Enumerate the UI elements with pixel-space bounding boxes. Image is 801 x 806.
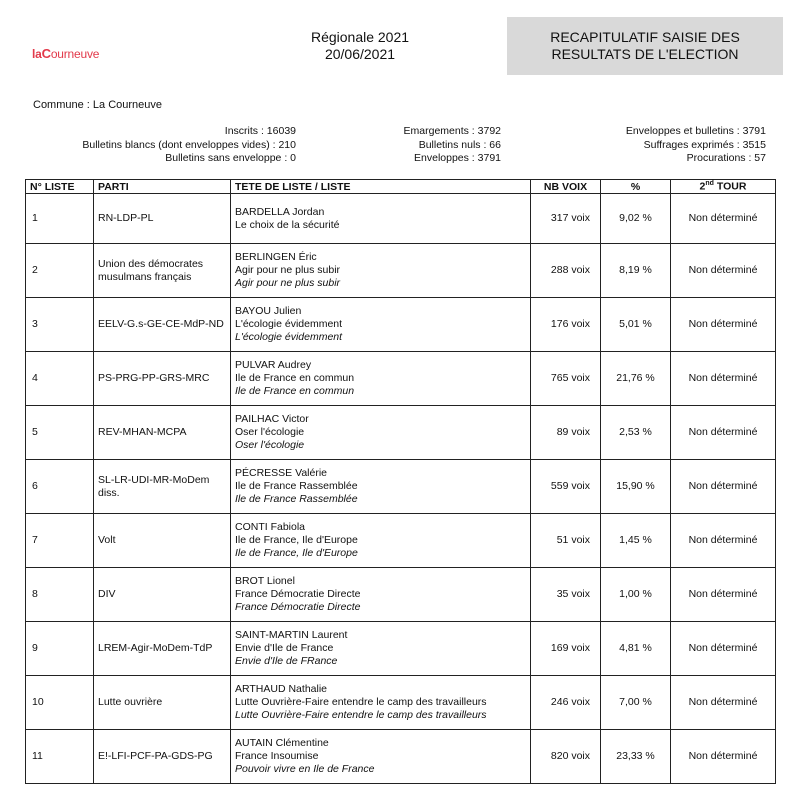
cell-tour: Non déterminé: [671, 460, 776, 514]
cell-num: 11: [26, 730, 94, 784]
cell-tete: [231, 244, 531, 298]
liste-name-italic: Pouvoir vivre en Ile de France: [235, 763, 375, 775]
cell-parti: SL-LR-UDI-MR-MoDem diss.: [94, 460, 231, 514]
cell-tete: [231, 514, 531, 568]
liste-name: Oser l'écologie: [235, 426, 305, 438]
cell-voix: 51 voix: [531, 514, 601, 568]
cell-tete: [231, 622, 531, 676]
cell-num: 3: [26, 298, 94, 352]
liste-name: France Démocratie Directe: [235, 588, 361, 600]
cell-parti: Union des démocrates musulmans français: [94, 244, 231, 298]
cell-tete: [231, 194, 531, 244]
cell-tour: Non déterminé: [671, 730, 776, 784]
cell-voix: 35 voix: [531, 568, 601, 622]
cell-parti: EELV-G.s-GE-CE-MdP-ND: [94, 298, 231, 352]
cell-voix: 169 voix: [531, 622, 601, 676]
tete-de-liste: BROT Lionel: [235, 575, 295, 587]
cell-pct: 8,19 %: [601, 244, 671, 298]
cell-num: 8: [26, 568, 94, 622]
cell-parti: LREM-Agir-MoDem-TdP: [94, 622, 231, 676]
stat-procurations: Procurations : 57: [686, 152, 766, 164]
recap-line-1: RECAPITULATIF SAISIE DES: [550, 29, 740, 45]
cell-voix: 288 voix: [531, 244, 601, 298]
liste-name-italic: L'écologie évidemment: [235, 331, 343, 343]
table-row: [26, 194, 776, 244]
stats-right: [626, 125, 766, 166]
stat-enveloppes-bulletins: Enveloppes et bulletins : 3791: [625, 125, 766, 137]
cell-tour: Non déterminé: [671, 568, 776, 622]
recap-line-2: RESULTATS DE L'ELECTION: [551, 46, 739, 62]
cell-num: 10: [26, 676, 94, 730]
liste-name: Le choix de la sécurité: [235, 218, 340, 231]
cell-tete: [231, 298, 531, 352]
cell-pct: 21,76 %: [601, 352, 671, 406]
cell-tour: Non déterminé: [671, 298, 776, 352]
header-voix: NB VOIX: [531, 180, 601, 194]
liste-name-italic: Oser l'écologie: [235, 439, 305, 451]
commune-label: Commune : La Courneuve: [33, 99, 163, 111]
tete-de-liste: PAILHAC Victor: [235, 413, 309, 425]
table-row: [26, 298, 776, 352]
stat-inscrits: Inscrits : 16039: [224, 125, 296, 137]
cell-parti: DIV: [94, 568, 231, 622]
cell-voix: 765 voix: [531, 352, 601, 406]
liste-name: L'écologie évidemment: [235, 318, 343, 330]
cell-parti: Volt: [94, 514, 231, 568]
liste-name-italic: Ile de France en commun: [235, 385, 355, 397]
tete-de-liste: CONTI Fabiola: [235, 521, 306, 533]
tete-de-liste: BAYOU Julien: [235, 305, 302, 317]
cell-num: 7: [26, 514, 94, 568]
liste-name: Agir pour ne plus subir: [235, 264, 341, 276]
cell-voix: 246 voix: [531, 676, 601, 730]
stats-mid: [404, 125, 501, 166]
tete-de-liste: ARTHAUD Nathalie: [235, 683, 328, 695]
election-name: Régionale 2021: [310, 29, 410, 45]
tete-de-liste: BARDELLA Jordan: [235, 205, 325, 218]
table-row: [26, 352, 776, 406]
liste-name: Ile de France, Ile d'Europe: [235, 534, 358, 546]
table-row: [26, 406, 776, 460]
table-row: [26, 460, 776, 514]
tete-de-liste: PÉCRESSE Valérie: [235, 467, 328, 479]
tete-de-liste: SAINT-MARTIN Laurent: [235, 629, 348, 641]
stat-sans-enveloppe: Bulletins sans enveloppe : 0: [165, 152, 296, 164]
liste-name-italic: France Démocratie Directe: [235, 601, 361, 613]
header-tete: TETE DE LISTE / LISTE: [231, 180, 531, 194]
cell-tete: [231, 460, 531, 514]
cell-tour: Non déterminé: [671, 676, 776, 730]
cell-pct: 5,01 %: [601, 298, 671, 352]
stat-enveloppes: Enveloppes : 3791: [414, 152, 501, 164]
cell-parti: Lutte ouvrière: [94, 676, 231, 730]
tete-de-liste: AUTAIN Clémentine: [235, 737, 329, 749]
cell-voix: 559 voix: [531, 460, 601, 514]
election-date: 20/06/2021: [324, 46, 396, 62]
stats-left: [82, 125, 296, 166]
cell-num: 5: [26, 406, 94, 460]
tete-de-liste: BERLINGEN Éric: [235, 251, 317, 263]
cell-pct: 1,00 %: [601, 568, 671, 622]
table-row: [26, 568, 776, 622]
liste-name-italic: Ile de France, Ile d'Europe: [235, 547, 358, 559]
table-row: [26, 730, 776, 784]
cell-num: 9: [26, 622, 94, 676]
liste-name-italic: Lutte Ouvrière-Faire entendre le camp des travailleurs: [235, 709, 487, 721]
cell-tour: Non déterminé: [671, 352, 776, 406]
cell-tete: [231, 568, 531, 622]
stat-bulletins-nuls: Bulletins nuls : 66: [418, 138, 501, 151]
cell-parti: RN-LDP-PL: [94, 194, 231, 244]
liste-name: France Insoumise: [235, 750, 319, 762]
header-pct: %: [601, 180, 671, 194]
brand-logo: laCourneuve: [32, 46, 100, 61]
stat-emargements: Emargements : 3792: [403, 125, 501, 137]
cell-tour: Non déterminé: [671, 406, 776, 460]
header-parti: PARTI: [94, 180, 231, 194]
liste-name: Lutte Ouvrière-Faire entendre le camp des travailleurs: [235, 696, 487, 708]
recap-box: [507, 17, 783, 75]
cell-tete: [231, 676, 531, 730]
cell-voix: 176 voix: [531, 298, 601, 352]
cell-tete: [231, 352, 531, 406]
cell-tete: [231, 406, 531, 460]
stat-bulletins-blancs: Bulletins blancs (dont enveloppes vides) : 210: [82, 138, 296, 151]
cell-pct: 15,90 %: [601, 460, 671, 514]
table-header-row: [26, 180, 776, 194]
liste-name-italic: Envie d'Ile de FRance: [235, 655, 338, 667]
liste-name: Ile de France en commun: [235, 372, 355, 384]
cell-voix: 89 voix: [531, 406, 601, 460]
liste-name-italic: Agir pour ne plus subir: [235, 277, 341, 289]
table-row: [26, 622, 776, 676]
table-row: [26, 514, 776, 568]
cell-pct: 9,02 %: [601, 194, 671, 244]
liste-name: Ile de France Rassemblée: [235, 480, 358, 492]
cell-voix: 820 voix: [531, 730, 601, 784]
cell-parti: E!-LFI-PCF-PA-GDS-PG: [94, 730, 231, 784]
cell-parti: REV-MHAN-MCPA: [94, 406, 231, 460]
cell-voix: 317 voix: [531, 194, 601, 244]
cell-tour: Non déterminé: [671, 622, 776, 676]
liste-name-italic: Ile de France Rassemblée: [235, 493, 358, 505]
cell-tour: Non déterminé: [671, 244, 776, 298]
cell-pct: 1,45 %: [601, 514, 671, 568]
tete-de-liste: PULVAR Audrey: [235, 359, 312, 371]
cell-pct: 2,53 %: [601, 406, 671, 460]
stat-suffrages: Suffrages exprimés : 3515: [643, 138, 766, 151]
liste-name: Envie d'Ile de France: [235, 642, 334, 654]
cell-num: 1: [26, 194, 94, 244]
cell-num: 6: [26, 460, 94, 514]
cell-tour: Non déterminé: [671, 194, 776, 244]
cell-num: 4: [26, 352, 94, 406]
cell-pct: 4,81 %: [601, 622, 671, 676]
cell-tete: [231, 730, 531, 784]
header-num: N° LISTE: [26, 180, 94, 194]
header-tour: 2nd TOUR: [671, 180, 776, 194]
page-title: [290, 29, 430, 63]
results-table: [25, 179, 776, 784]
table-row: [26, 244, 776, 298]
cell-tour: Non déterminé: [671, 514, 776, 568]
cell-pct: 23,33 %: [601, 730, 671, 784]
cell-num: 2: [26, 244, 94, 298]
cell-parti: PS-PRG-PP-GRS-MRC: [94, 352, 231, 406]
cell-pct: 7,00 %: [601, 676, 671, 730]
table-row: [26, 676, 776, 730]
